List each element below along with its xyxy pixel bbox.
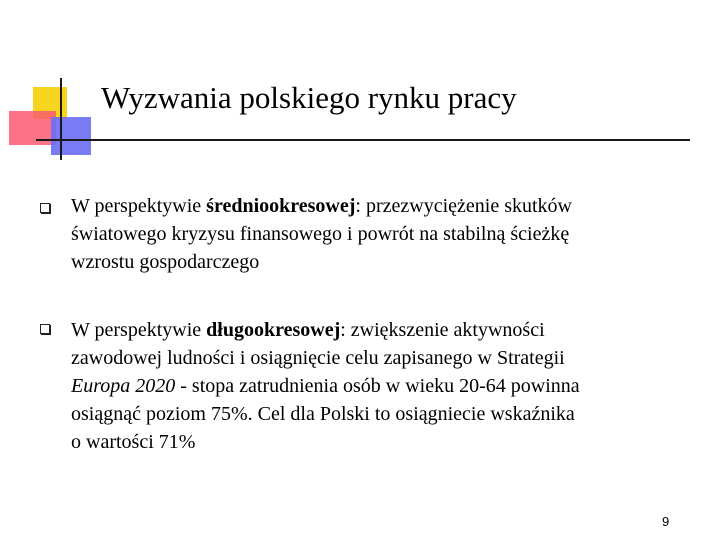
text-run: W perspektywie: [71, 195, 207, 217]
title-underline: [36, 139, 690, 141]
decor-vertical-line: [60, 78, 62, 160]
bullet-line: zawodowej ludności i osiągnięcie celu zapisanego w Strategii: [71, 347, 565, 369]
text-run: W perspektywie: [71, 319, 207, 341]
bullet-line: osiągnąć poziom 75%. Cel dla Polski to osiągniecie wskaźnika: [71, 403, 575, 425]
bullet-line: [71, 192, 691, 220]
decor-blue-square: [51, 117, 91, 155]
text-run: - stopa zatrudnienia osób w wieku 20-64 powinna: [175, 375, 580, 397]
square-bullet-icon: [40, 203, 50, 213]
bold-term: długookresowej: [206, 319, 341, 341]
text-run: : przezwyciężenie skutków: [355, 195, 572, 217]
bullet-line: światowego kryzysu finansowego i powrót na stabilną ścieżkę: [71, 223, 570, 245]
bold-term: średniookresowej: [206, 195, 356, 217]
square-bullet-icon: [40, 324, 50, 334]
bullet-line: o wartości 71%: [71, 431, 196, 453]
bullet-line: wzrostu gospodarczego: [71, 251, 260, 273]
page-number: 9: [662, 514, 670, 529]
italic-term: Europa 2020: [71, 375, 176, 397]
bullet-text-long-term: [71, 316, 691, 456]
bullet-line: [71, 372, 691, 400]
text-run: : zwiększenie aktywności: [340, 319, 545, 341]
bullet-line: [71, 316, 691, 344]
slide-title: Wyzwania polskiego rynku pracy: [101, 80, 517, 115]
bullet-text-medium-term: [71, 192, 691, 276]
